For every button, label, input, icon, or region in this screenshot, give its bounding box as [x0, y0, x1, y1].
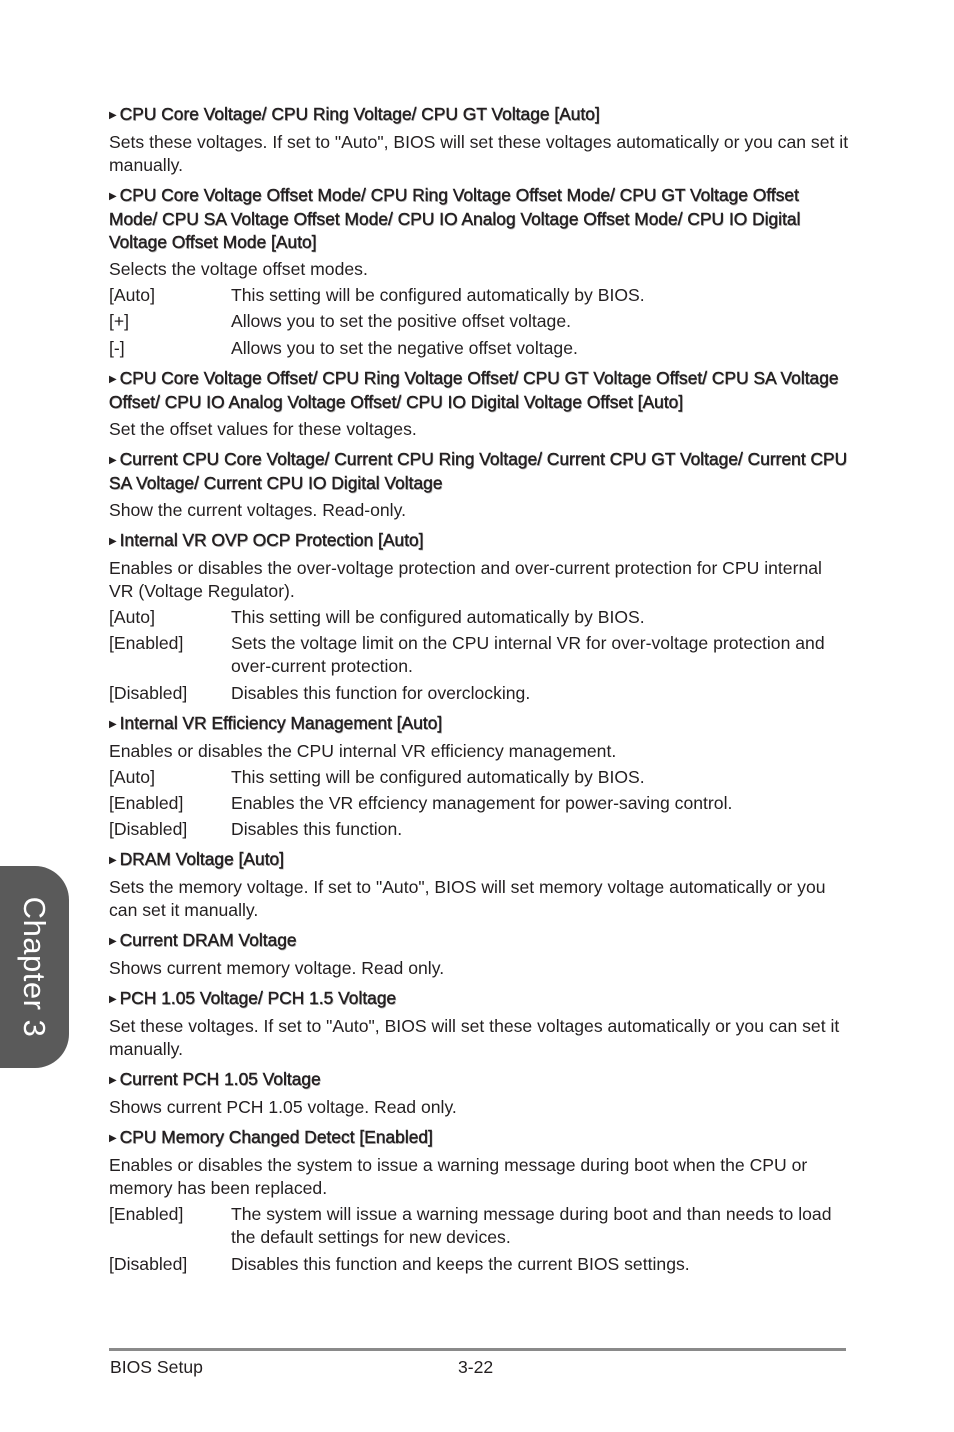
setting-heading-text: CPU Core Voltage Offset Mode/ CPU Ring Voltage Offset Mode/ CPU GT Voltage Offset Mode/ CPU SA Voltage Offset Mode/ CPU IO Analog Voltage Offset Mode/ CPU IO Digital Voltage Offset Mode [Auto] [109, 185, 801, 252]
option-row [109, 632, 849, 678]
setting-section [109, 1068, 849, 1119]
triangle-bullet-icon: ▶ [109, 191, 117, 202]
setting-section [109, 1126, 849, 1275]
chapter-label: Chapter 3 [17, 896, 52, 1038]
setting-section [109, 929, 849, 980]
setting-heading [109, 712, 849, 736]
setting-heading-text: PCH 1.05 Voltage/ PCH 1.5 Voltage [119, 988, 397, 1009]
footer-rule [109, 1348, 846, 1351]
chapter-tab [0, 866, 69, 1068]
setting-description: Set these voltages. If set to "Auto", BIOS will set these voltages automatically or you can set it manually. [109, 1016, 840, 1060]
setting-heading [109, 184, 849, 254]
setting-heading [109, 367, 849, 414]
footer-title: BIOS Setup [110, 1357, 203, 1377]
option-value: [Enabled] [109, 1204, 184, 1225]
option-description: Disables this function for overclocking. [231, 682, 531, 703]
option-row [109, 1253, 849, 1276]
option-value: [Disabled] [109, 682, 188, 703]
option-value: [Auto] [109, 766, 155, 787]
setting-section [109, 848, 849, 922]
setting-heading [109, 448, 849, 495]
setting-description: Enables or disables the over-voltage protection and over-current protection for CPU internal VR (Voltage Regulator). [109, 557, 822, 601]
setting-section [109, 712, 849, 842]
setting-heading-text: Internal VR OVP OCP Protection [Auto] [119, 529, 424, 550]
option-row [109, 606, 849, 629]
option-value: [Disabled] [109, 819, 188, 840]
setting-heading-text: CPU Memory Changed Detect [Enabled] [119, 1127, 433, 1148]
option-description: The system will issue a warning message during boot and than needs to load the default settings for new devices. [231, 1204, 832, 1248]
option-row [109, 766, 849, 789]
option-description: Disables this function and keeps the current BIOS settings. [231, 1253, 690, 1274]
option-value: [Enabled] [109, 633, 184, 654]
setting-section [109, 448, 849, 522]
option-description: Enables the VR effciency management for power-saving control. [231, 792, 733, 813]
triangle-bullet-icon: ▶ [109, 454, 117, 466]
option-row [109, 337, 849, 360]
setting-description: Shows current PCH 1.05 voltage. Read only. [109, 1097, 457, 1118]
option-description: Allows you to set the negative offset voltage. [231, 337, 578, 358]
triangle-bullet-icon: ▶ [109, 373, 117, 385]
setting-heading-text: Current PCH 1.05 Voltage [119, 1069, 321, 1090]
option-value: [Enabled] [109, 792, 184, 813]
setting-heading [109, 1068, 849, 1092]
option-row [109, 818, 849, 841]
option-description: Disables this function. [231, 819, 403, 840]
option-description: This setting will be configured automatically by BIOS. [231, 766, 645, 787]
document-body [109, 103, 849, 1283]
triangle-bullet-icon: ▶ [109, 994, 117, 1006]
setting-heading-text: DRAM Voltage [Auto] [119, 849, 285, 870]
option-row [109, 792, 849, 815]
setting-description: Shows current memory voltage. Read only. [109, 958, 445, 979]
option-value: [-] [109, 337, 125, 358]
setting-description: Show the current voltages. Read-only. [109, 499, 406, 520]
setting-description: Sets the memory voltage. If set to "Auto", BIOS will set memory voltage automatically or you can set it manually. [109, 877, 826, 921]
option-row [109, 682, 849, 705]
page-number: 3-22 [458, 1357, 494, 1377]
option-description: Sets the voltage limit on the CPU internal VR for over-voltage protection and over-current protection. [231, 633, 825, 677]
triangle-bullet-icon: ▶ [109, 718, 117, 730]
setting-section [109, 987, 849, 1061]
setting-description: Sets these voltages. If set to "Auto", BIOS will set these voltages automatically or you can set it manually. [109, 132, 849, 175]
setting-heading-text: Internal VR Efficiency Management [Auto] [119, 712, 443, 733]
setting-description: Enables or disables the system to issue a warning message during boot when the CPU or memory has been replaced. [109, 1155, 808, 1199]
triangle-bullet-icon: ▶ [109, 1075, 117, 1087]
setting-section [109, 184, 849, 360]
setting-heading [109, 529, 849, 553]
setting-heading [109, 929, 849, 953]
triangle-bullet-icon: ▶ [109, 1133, 117, 1145]
option-description: This setting will be configured automatically by BIOS. [231, 285, 645, 305]
option-row [109, 284, 849, 307]
option-row [109, 310, 849, 333]
setting-heading-text: Current CPU Core Voltage/ Current CPU Ring Voltage/ Current CPU GT Voltage/ Current CPU SA Voltage/ Current CPU IO Digital Voltage [109, 448, 848, 493]
setting-heading-text: CPU Core Voltage Offset/ CPU Ring Voltage Offset/ CPU GT Voltage Offset/ CPU SA Voltage Offset/ CPU IO Analog Voltage Offset/ CPU IO Digital Voltage Offset [Auto] [109, 367, 839, 412]
option-value: [Disabled] [109, 1253, 188, 1274]
setting-heading [109, 848, 849, 872]
setting-heading [109, 987, 849, 1011]
triangle-bullet-icon: ▶ [109, 855, 117, 867]
option-description: Allows you to set the positive offset voltage. [231, 311, 572, 332]
setting-heading [109, 103, 849, 127]
triangle-bullet-icon: ▶ [109, 535, 117, 547]
option-row [109, 1203, 849, 1249]
triangle-bullet-icon: ▶ [109, 936, 117, 948]
setting-section [109, 103, 849, 177]
setting-heading-text: CPU Core Voltage/ CPU Ring Voltage/ CPU GT Voltage [Auto] [119, 104, 600, 124]
setting-description: Selects the voltage offset modes. [109, 259, 368, 279]
option-value: [Auto] [109, 606, 155, 627]
setting-heading-text: Current DRAM Voltage [119, 930, 297, 951]
setting-section [109, 367, 849, 441]
triangle-bullet-icon: ▶ [109, 110, 117, 121]
option-description: This setting will be configured automatically by BIOS. [231, 606, 645, 627]
setting-description: Enables or disables the CPU internal VR efficiency management. [109, 740, 617, 761]
setting-section [109, 529, 849, 705]
setting-description: Set the offset values for these voltages. [109, 418, 417, 439]
option-value: [Auto] [109, 285, 155, 305]
setting-heading [109, 1126, 849, 1150]
option-value: [+] [109, 311, 130, 332]
